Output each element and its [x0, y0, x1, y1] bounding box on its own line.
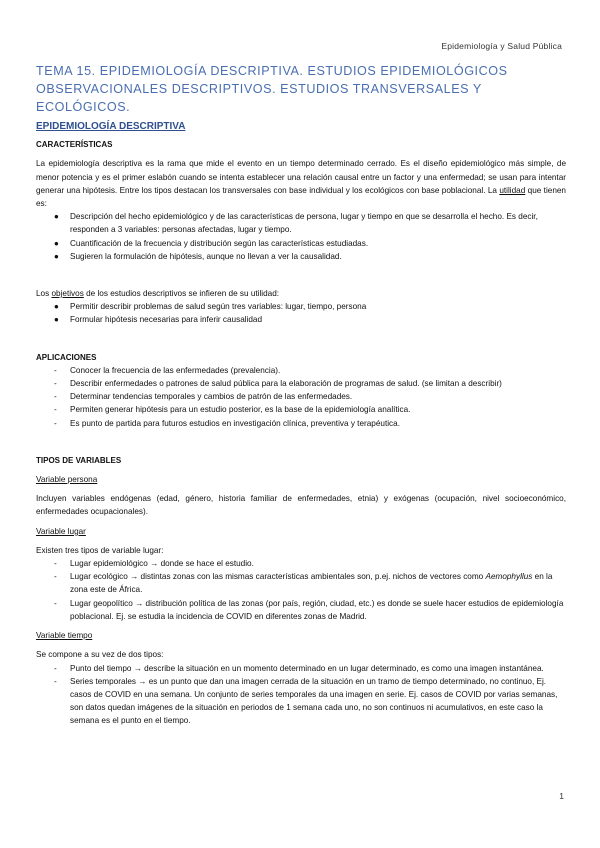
variable-lugar-heading: Variable lugar	[36, 526, 86, 536]
list-item-text: Descripción del hecho epidemiológico y de las características de persona, lugar y tiempo en que se desarrolla el hecho. Es decir, responden a 3 variables: personas afectadas, lugar y tiempo.	[70, 212, 538, 235]
dash-list	[36, 364, 566, 430]
subsection-heading: APLICACIONES	[36, 352, 97, 362]
list-item	[36, 570, 566, 596]
list-item	[36, 662, 566, 675]
list-item-text: Describir enfermedades o patrones de salud pública para la elaboración de programas de salud. (se limitan a describir)	[70, 379, 502, 389]
list-item-text: Punto del tiempo → describe la situación en un momento determinado en un lugar determinado, es como una imagen instantánea.	[70, 663, 544, 673]
list-item-text: Cuantificación de la frecuencia y distribución según las características estudiadas.	[70, 238, 369, 248]
dash-marker: -	[54, 418, 57, 428]
dash-marker: -	[54, 663, 57, 673]
list-item-text: Formular hipótesis necesarias para inferir causalidad	[70, 315, 263, 325]
list-item	[36, 237, 566, 250]
list-item-text: Conocer la frecuencia de las enfermedades (prevalencia).	[70, 365, 281, 375]
dash-marker: -	[54, 559, 57, 569]
document-title: TEMA 15. EPIDEMIOLOGÍA DESCRIPTIVA. ESTUDIOS EPIDEMIOLÓGICOS OBSERVACIONALES DESCRIPTIVOS. ESTUDIOS TRANSVERSALES Y ECOLÓGICOS.	[36, 64, 508, 114]
dash-marker: -	[54, 598, 57, 608]
subsection-heading: TIPOS DE VARIABLES	[36, 455, 122, 465]
list-item	[36, 364, 566, 377]
list-item-text: Lugar ecológico → distintas zonas con las mismas características ambientales son, p.ej. nichos de vectores como	[70, 572, 486, 582]
bullet-list	[36, 300, 566, 326]
list-item-text: Permiten generar hipótesis para un estudio posterior, es la base de la epidemiología analítica.	[70, 405, 411, 415]
list-item-text: Determinar tendencias temporales y cambios de patrón de las enfermedades.	[70, 392, 353, 402]
running-header: Epidemiología y Salud Pública	[441, 41, 562, 51]
page-number: 1	[559, 791, 564, 801]
dash-marker: -	[54, 379, 57, 389]
list-item-text: en la zona este de África.	[70, 572, 553, 595]
bullet-icon: ●	[54, 212, 59, 222]
list-item	[36, 377, 566, 390]
paragraph	[36, 157, 566, 210]
list-item	[36, 557, 566, 570]
list-item	[36, 417, 566, 430]
bullet-icon: ●	[54, 238, 59, 248]
dash-marker: -	[54, 676, 57, 686]
text: La epidemiología descriptiva es la rama que mide el evento en un tiempo determinado cerrado. Es el diseño epidemiológico más simple, de menor potencia y es el primer eslabón cuando se intenta establecer una relación causal entre un factor y una enfermedad; se usan para intentar generar una hipótesis. Entre los tipos destacan los transversales con base individual y los ecológicos con base poblacional. La	[36, 159, 566, 195]
text: Los	[36, 289, 52, 299]
dash-list	[36, 662, 566, 728]
list-item	[36, 675, 566, 728]
list-item	[36, 403, 566, 416]
dash-marker: -	[54, 405, 57, 415]
list-item-text: Series temporales → es un punto que dan una imagen cerrada de la situación en un tramo de tiempo determinado, no continuo, Ej. casos de COVID en una semana. Un conjunto de series temporales da una imagen en serie. Ej. casos de COVID por varias semanas, son datos quedan imágenes de la situación en periodos de 1 semana cada uno, no son continuos ni acumulativos, en este caso la semana es el punto en el tiempo.	[70, 676, 558, 726]
list-item	[36, 313, 566, 326]
list-item-text: Es punto de partida para futuros estudios en investigación clínica, preventiva y terapéutica.	[70, 418, 400, 428]
underlined-term: utilidad	[499, 185, 526, 195]
variable-tiempo-heading: Variable tiempo	[36, 631, 93, 641]
underlined-term: objetivos	[51, 289, 84, 299]
list-item	[36, 250, 566, 263]
section-heading: EPIDEMIOLOGÍA DESCRIPTIVA	[36, 121, 186, 132]
list-item-text: Sugieren la formulación de hipótesis, aunque no llevan a ver la causalidad.	[70, 251, 342, 261]
dash-list	[36, 557, 566, 623]
list-item	[36, 300, 566, 313]
bullet-icon: ●	[54, 315, 59, 325]
paragraph: Se compone a su vez de dos tipos:	[36, 650, 164, 660]
dash-marker: -	[54, 392, 57, 402]
paragraph: Incluyen variables endógenas (edad, género, historia familiar de enfermedades, etnia) y exógenas (ocupación, nivel socioeconómico, enfermedades ocupacionales).	[36, 494, 566, 517]
list-item	[36, 210, 566, 236]
dash-marker: -	[54, 572, 57, 582]
variable-persona-heading: Variable persona	[36, 475, 98, 485]
text: que tienen es:	[36, 185, 566, 209]
bullet-icon: ●	[54, 251, 59, 261]
list-item	[36, 390, 566, 403]
list-item-text: Lugar epidemiológico → donde se hace el estudio.	[70, 559, 254, 569]
subsection-heading: CARACTERÍSTICAS	[36, 140, 113, 150]
list-item	[36, 597, 566, 623]
bullet-icon: ●	[54, 302, 59, 312]
document-body	[36, 120, 566, 728]
italic-term: Aemophyllus	[485, 572, 533, 582]
bullet-list	[36, 210, 566, 263]
paragraph: Existen tres tipos de variable lugar:	[36, 545, 164, 555]
list-item-text: Lugar geopolítico → distribución política de las zonas (por país, región, ciudad, etc.) es donde se suele hacer estudios de epidemiología poblacional. Ej. se estudia la incidencia de COVID en diferentes zonas de Madrid.	[70, 598, 564, 621]
list-item-text: Permitir describir problemas de salud según tres variables: lugar, tiempo, persona	[70, 302, 367, 312]
text: de los estudios descriptivos se infieren de su utilidad:	[83, 289, 280, 299]
dash-marker: -	[54, 365, 57, 375]
paragraph	[36, 287, 566, 300]
